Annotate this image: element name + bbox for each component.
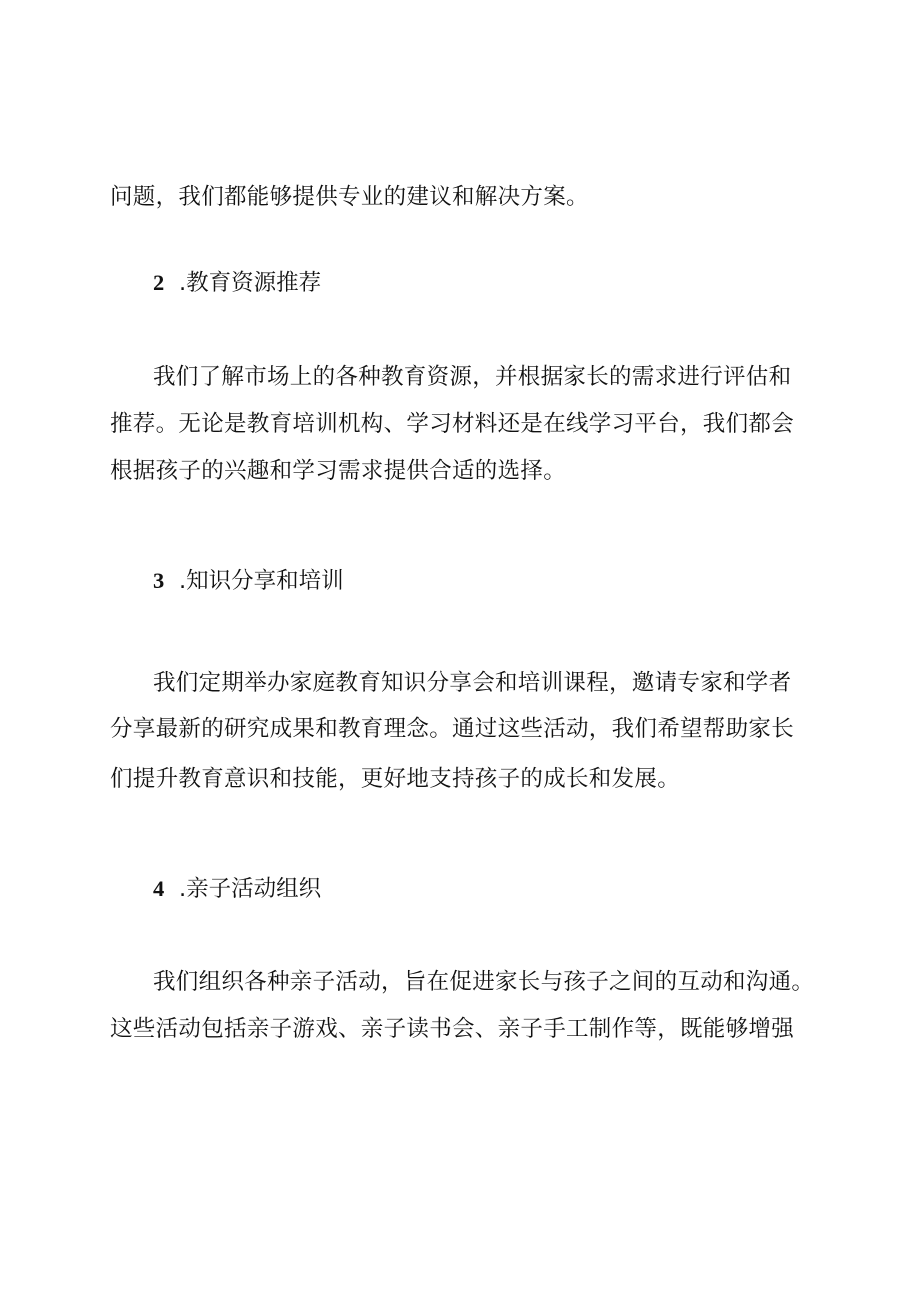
paragraph-line: 根据孩子的兴趣和学习需求提供合适的选择。 <box>110 458 567 484</box>
paragraph-line: 分享最新的研究成果和教育理念。通过这些活动，我们希望帮助家长 <box>110 716 795 742</box>
section-number: 2 <box>153 270 165 295</box>
section-number: 4 <box>153 876 165 901</box>
paragraph-line: 这些活动包括亲子游戏、亲子读书会、亲子手工制作等，既能够增强 <box>110 1016 795 1042</box>
paragraph-line: 我们定期举办家庭教育知识分享会和培训课程，邀请专家和学者 <box>153 670 792 696</box>
section-heading-4 <box>153 874 321 904</box>
section-title: .知识分享和培训 <box>179 568 344 594</box>
paragraph-line-intro: 问题，我们都能够提供专业的建议和解决方案。 <box>110 184 589 210</box>
paragraph-line: 我们组织各种亲子活动，旨在促进家长与孩子之间的互动和沟通。 <box>153 969 815 995</box>
paragraph-line: 推荐。无论是教育培训机构、学习材料还是在线学习平台，我们都会 <box>110 411 795 437</box>
section-heading-2 <box>153 268 321 298</box>
section-title: .教育资源推荐 <box>179 270 322 296</box>
paragraph-line: 我们了解市场上的各种教育资源，并根据家长的需求进行评估和 <box>153 364 792 390</box>
paragraph-line: 们提升教育意识和技能，更好地支持孩子的成长和发展。 <box>110 766 681 792</box>
section-number: 3 <box>153 568 165 593</box>
section-title: .亲子活动组织 <box>179 876 322 902</box>
section-heading-3 <box>153 566 344 596</box>
